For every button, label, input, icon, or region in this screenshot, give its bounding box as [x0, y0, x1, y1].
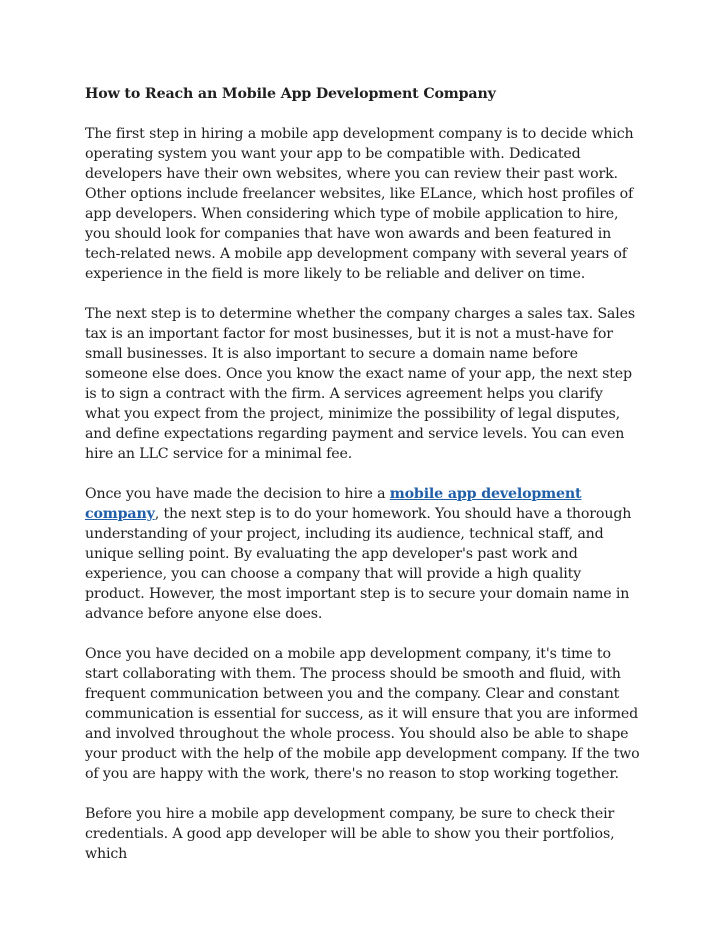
mobile-app-development-company-link[interactable]: mobile app development company — [85, 486, 582, 522]
paragraph-5: Before you hire a mobile app development company, be sure to check their credentials. A good app developer will be able to show you their portfolios, which — [85, 806, 615, 862]
paragraph-3-after: , the next step is to do your homework. You should have a thorough understanding of your project, including its audience, technical staff, and unique selling point. By evaluating the app developer's past work and experience, you can choose a company that will provide a high quality product. However, the most important step is to secure your domain name in advance before anyone else does. — [85, 506, 632, 622]
document-title: How to Reach an Mobile App Development Company — [85, 86, 496, 102]
document-page — [85, 80, 640, 884]
paragraph-3-before: Once you have made the decision to hire a — [85, 486, 390, 502]
paragraph-2: The next step is to determine whether the company charges a sales tax. Sales tax is an important factor for most businesses, but it is not a must-have for small businesses. It is also important to secure a domain name before someone else does. Once you know the exact name of your app, the next step is to sign a contract with the firm. A services agreement helps you clarify what you expect from the project, minimize the possibility of legal disputes, and define expectations regarding payment and service levels. You can even hire an LLC service for a minimal fee. — [85, 306, 635, 462]
paragraph-4: Once you have decided on a mobile app development company, it's time to start collaborating with them. The process should be smooth and fluid, with frequent communication between you and the company. Clear and constant communication is essential for success, as it will ensure that you are informed and involved throughout the whole process. You should also be able to shape your product with the help of the mobile app development company. If the two of you are happy with the work, there's no reason to stop working together. — [85, 646, 640, 782]
paragraph-1: The first step in hiring a mobile app development company is to decide which operating system you want your app to be compatible with. Dedicated developers have their own websites, where you can review their past work. Other options include freelancer websites, like ELance, which host profiles of app developers. When considering which type of mobile application to hire, you should look for companies that have won awards and been featured in tech-related news. A mobile app development company with several years of experience in the field is more likely to be reliable and deliver on time. — [85, 126, 634, 282]
paragraph-3 — [85, 484, 640, 624]
